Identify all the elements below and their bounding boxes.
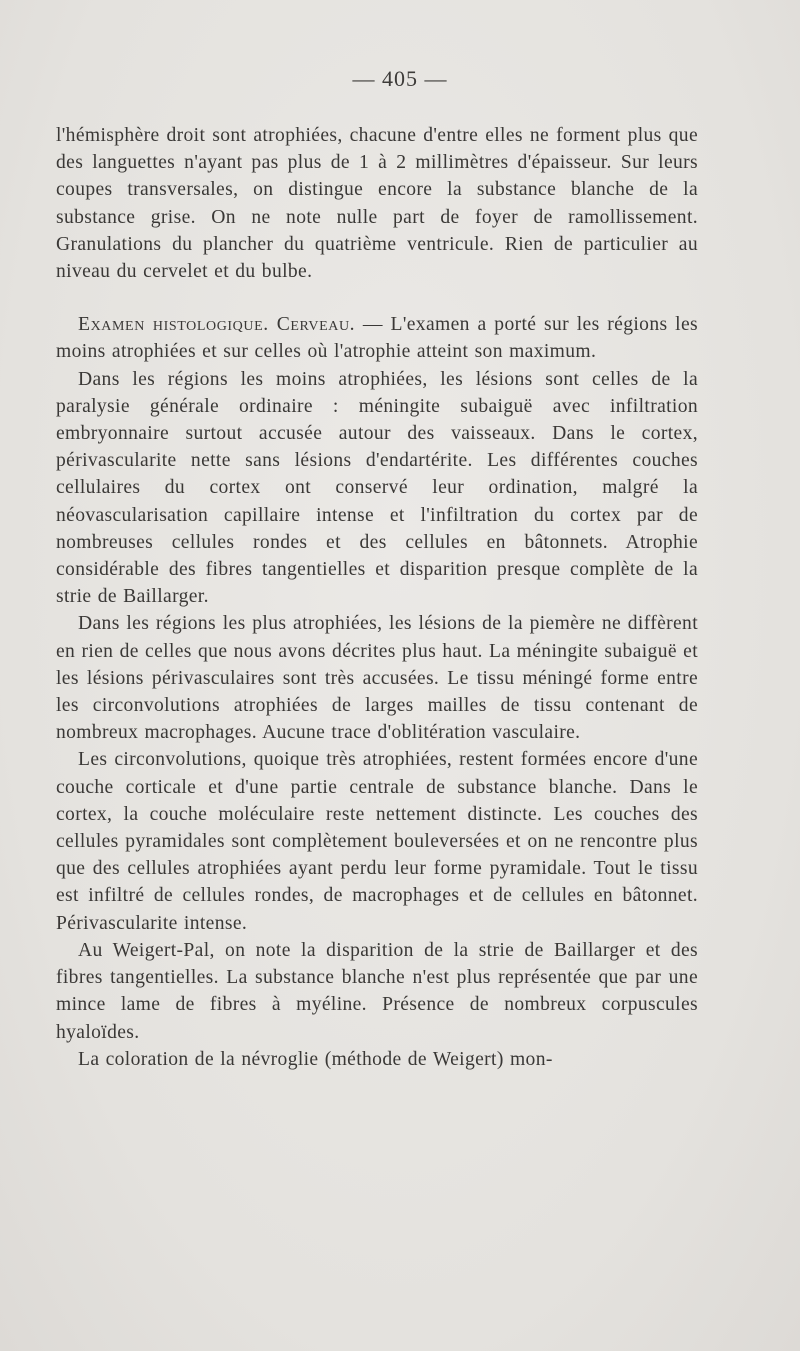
paragraph-1: l'hémisphère droit sont atrophiées, chacune d'entre elles ne forment plus que des languettes n'ayant pas plus de 1 à 2 millimètres d'épaisseur. Sur leurs coupes transversales, on distingue encore la substance blanche de la substance grise. On ne note nulle part de foyer de ramollissement. Granulations du plancher du quatrième ventricule. Rien de particulier au niveau du cervelet et du bulbe. [56,125,698,283]
section-heading: Examen histologique. Cerveau. [78,314,356,336]
page-number: — 405 — [352,66,448,91]
paragraph-6: Au Weigert-Pal, on note la disparition de la strie de Baillarger et des fibres tangentielles. La substance blanche n'est plus représentée que par une mince lame de fibres à myéline. Présence de nombreux corpuscules hyaloïdes. [56,939,698,1043]
paragraph-4: Dans les régions les plus atrophiées, les lésions de la piemère ne diffèrent en rien de celles que nous avons décrites plus haut. La méningite subaiguë et les lésions périvasculaires sont très accusées. Le tissu méningé forme entre les circonvolutions atrophiées de larges mailles de tissu contenant de nombreux macrophages. Aucune trace d'oblitération vasculaire. [56,613,698,744]
paragraph-3: Dans les régions les moins atrophiées, les lésions sont celles de la paralysie générale ordinaire : méningite subaiguë avec infiltration embryonnaire surtout accusée autour des vaisseaux. Dans le cortex, périvascularite nette sans lésions d'endartérite. Les différentes couches cellulaires du cortex ont conservé leur ordination, malgré la néovascularisation capillaire intense et l'infiltration du cortex par de nombreuses cellules rondes et des cellules en bâtonnets. Atrophie considérable des fibres tangentielles et disparition presque complète de la strie de Baillarger. [56,368,698,608]
section-gap [56,285,698,311]
paragraph-2 [56,311,698,365]
paragraph-7: La coloration de la névroglie (méthode de Weigert) mon- [78,1048,553,1070]
paragraph-2-text: — L'examen a porté sur les régions les moins atrophiées et sur celles où l'atrophie atteint son maximum. [56,314,698,363]
body-text [56,122,698,1073]
paragraph-5: Les circonvolutions, quoique très atrophiées, restent formées encore d'une couche corticale et d'une partie centrale de substance blanche. Dans le cortex, la couche moléculaire reste nettement distincte. Les couches des cellules pyramidales sont complètement bouleversées et on ne rencontre plus que des cellules atrophiées ayant perdu leur forme pyramidale. Tout le tissu est infiltré de cellules rondes, de macrophages et de cellules en bâtonnet. Périvascularite intense. [56,749,698,934]
